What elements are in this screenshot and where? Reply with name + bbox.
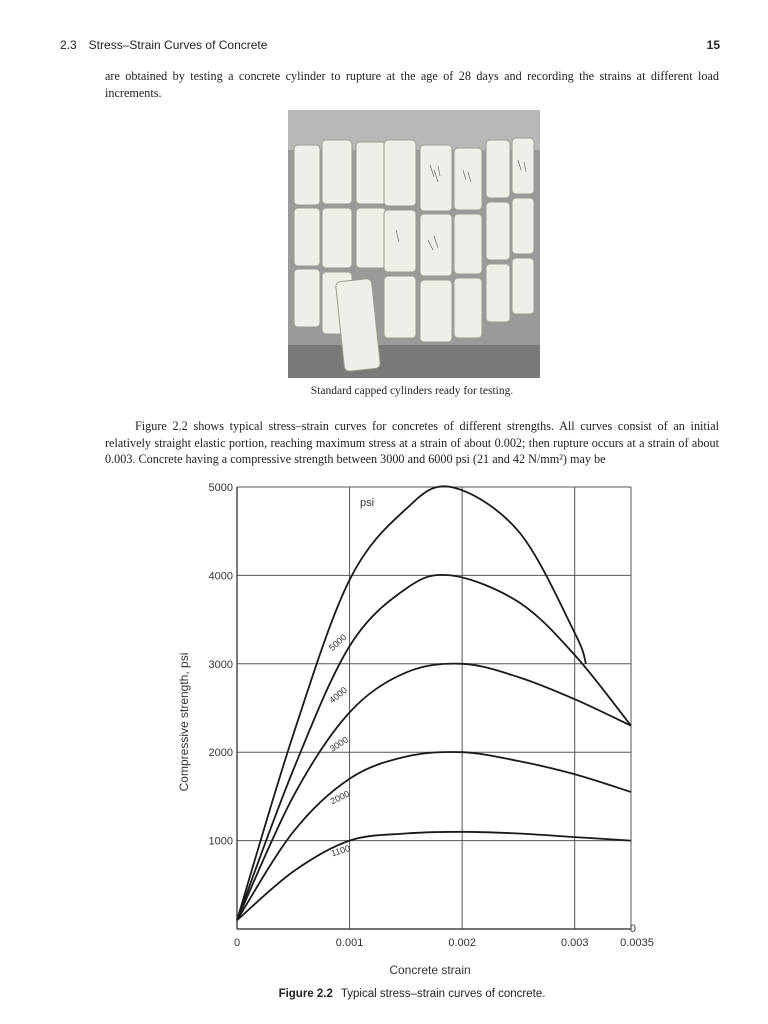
y-axis-label: Compressive strength, psi	[177, 652, 191, 792]
curve-1100	[237, 832, 631, 920]
x-tick-label-3: 0.003	[560, 937, 589, 949]
curve-label-1100: 1100	[329, 843, 352, 859]
body-paragraph-1: are obtained by testing a concrete cylinder to rupture at the age of 28 days and recording the strains at different load increments.	[105, 69, 719, 100]
concrete-cylinders-photo	[288, 110, 540, 378]
x-tick-label-0: 0	[233, 937, 241, 949]
section-title: 2.3 Stress–Strain Curves of Concrete	[60, 38, 268, 52]
page-number: 15	[706, 38, 720, 52]
y-tick-label-1: 2000	[208, 747, 233, 760]
y-tick-label-4: 5000	[208, 482, 233, 494]
y-tick-label-2: 3000	[208, 658, 233, 671]
x-tick-label-4: 0.0035	[620, 937, 654, 949]
psi-unit-label: psi	[360, 497, 375, 509]
curve-5000	[237, 486, 586, 920]
running-head	[60, 38, 720, 52]
curve-label-4000: 4000	[327, 684, 350, 706]
figure-label: Figure 2.2	[278, 988, 333, 1000]
x-tick-label-1: 0.001	[335, 937, 364, 949]
cylinders-illustration	[288, 110, 540, 378]
chart-curves	[237, 486, 631, 920]
body-paragraph-2: Figure 2.2 shows typical stress–strain curves for concretes of different strengths. All curves consist of an initial relatively straight elastic portion, reaching maximum stress at a strain of about 0.002; then rupture occurs at a strain of about 0.003. Concrete having a compressive strength between 3000 and 6000 psi (21 and 42 N/mm²) may be	[105, 419, 719, 466]
x-tick-label-2: 0.002	[448, 937, 476, 949]
figure-caption	[105, 988, 719, 1000]
stress-strain-chart	[170, 478, 670, 983]
y-tick-label-0: 1000	[208, 835, 233, 848]
curve-label-3000: 3000	[327, 734, 351, 754]
curve-label-5000: 5000	[326, 632, 349, 653]
y-tick-label-3: 4000	[208, 570, 233, 583]
chart-ticks	[209, 482, 654, 949]
x-axis-label: Concrete strain	[389, 963, 471, 977]
curve-label-2000: 2000	[328, 788, 352, 807]
figure-caption-text: Typical stress–strain curves of concrete.	[340, 988, 546, 1000]
photo-caption: Standard capped cylinders ready for testing.	[310, 385, 514, 397]
curve-3000	[237, 664, 631, 921]
zero-end-label: 0	[629, 923, 636, 935]
chart-grid	[237, 487, 631, 929]
